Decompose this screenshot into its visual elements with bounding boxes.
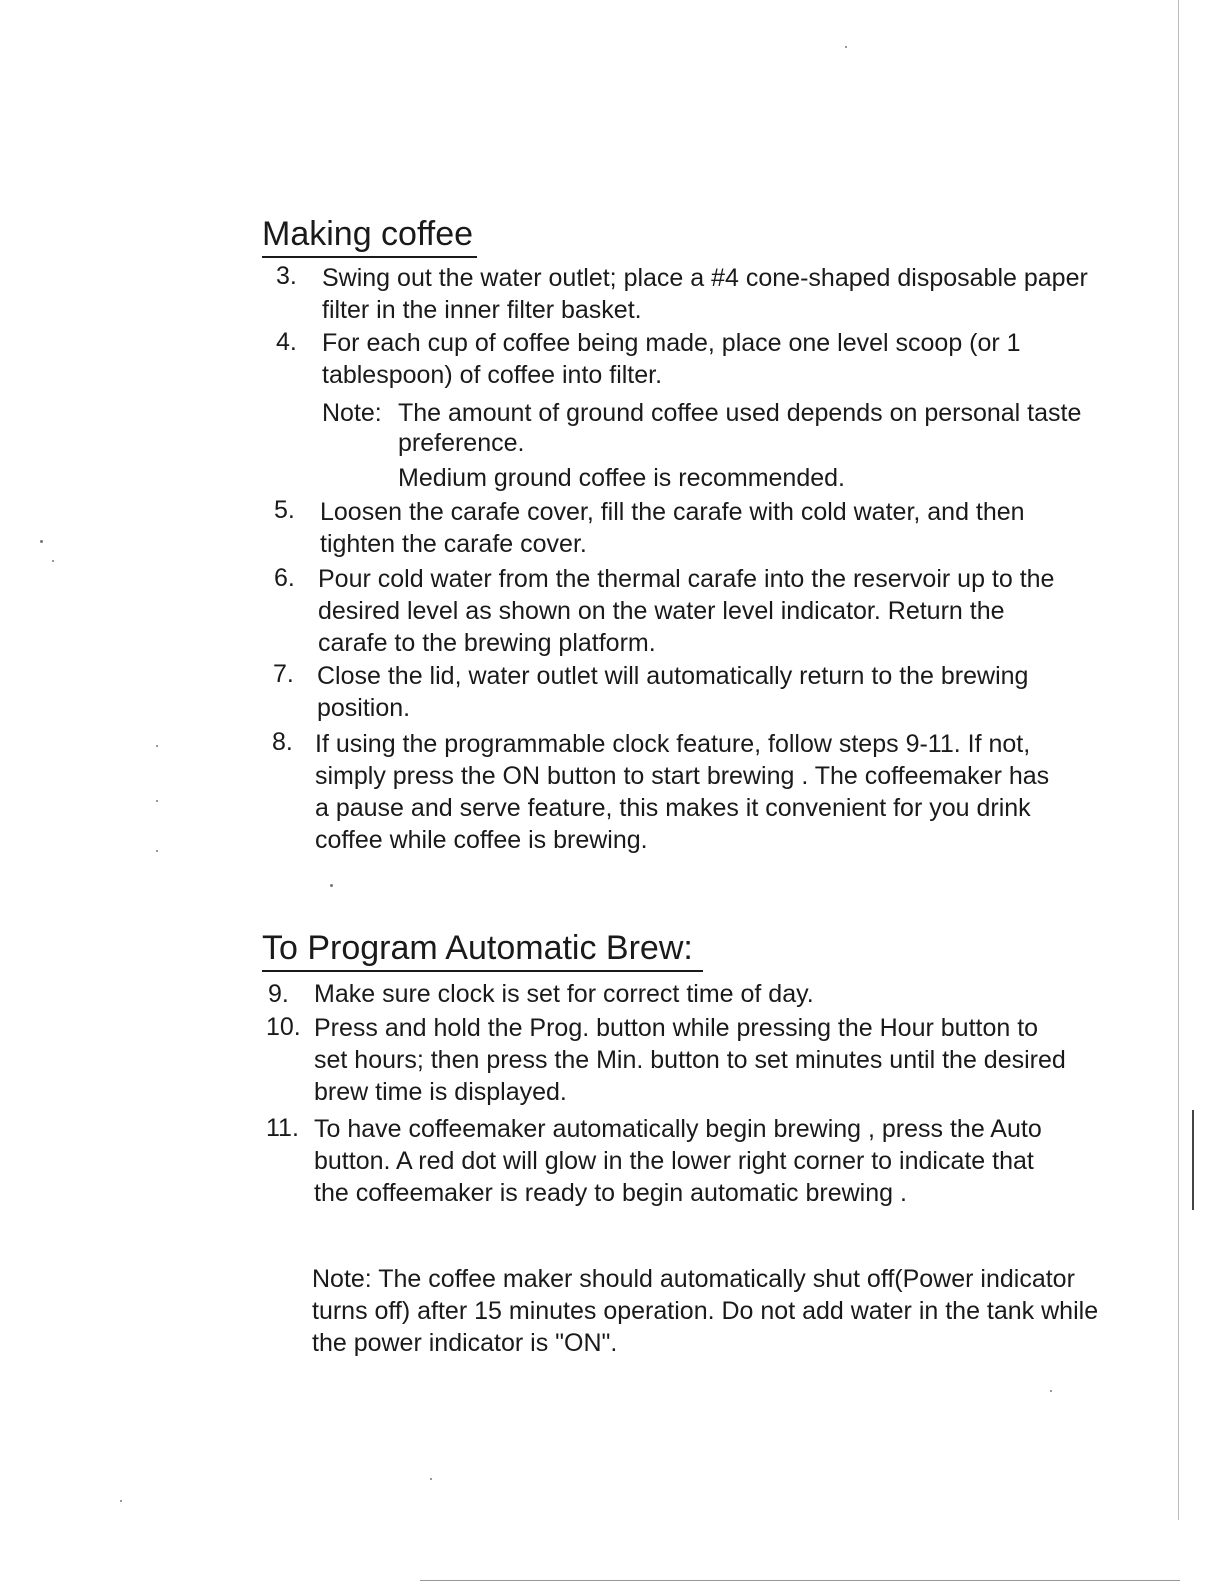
scan-speck — [430, 1478, 432, 1480]
note-line: preference. — [398, 429, 525, 457]
scan-speck — [156, 800, 158, 802]
step-text: Close the lid, water outlet will automatically return to the brewing position. — [317, 662, 1029, 722]
step-number: 11. — [266, 1114, 299, 1142]
step-number: 5. — [274, 496, 295, 524]
scan-edge-mark — [1192, 1110, 1194, 1210]
step-text: To have coffeemaker automatically begin brewing , press the Auto button. A red dot will glow in the lower right corner to indicate that the coffeemaker is ready to begin automatic brewing . — [314, 1115, 1042, 1207]
scan-speck — [120, 1500, 122, 1502]
step-number: 8. — [272, 728, 293, 756]
scan-speck — [1050, 1390, 1052, 1392]
step-number: 7. — [273, 660, 294, 688]
scan-speck — [156, 850, 158, 852]
scan-edge-line — [1178, 0, 1179, 1520]
step-text: For each cup of coffee being made, place one level scoop (or 1 tablespoon) of coffee into filter. — [322, 329, 1021, 389]
step-number: 4. — [276, 328, 297, 356]
step-text: Loosen the carafe cover, fill the carafe with cold water, and then tighten the carafe cover. — [320, 498, 1025, 558]
note-line: The amount of ground coffee used depends on personal taste — [398, 399, 1082, 427]
scan-speck — [156, 745, 158, 747]
making-coffee-heading: Making coffee — [262, 214, 477, 258]
step-number: 9. — [268, 980, 289, 1008]
final-note: Note: The coffee maker should automatically shut off(Power indicator turns off) after 15 minutes operation. Do not add water in the tank while the power indicator is "ON". — [312, 1265, 1099, 1357]
scan-speck — [845, 46, 847, 48]
step-text: Press and hold the Prog. button while pressing the Hour button to set hours; then press the Min. button to set minutes until the desired brew time is displayed. — [314, 1014, 1066, 1106]
step-number: 3. — [276, 262, 297, 290]
scan-speck — [40, 540, 43, 543]
step-number: 10. — [266, 1013, 301, 1041]
step-text: If using the programmable clock feature, follow steps 9-11. If not, simply press the ON button to start brewing . The coffeemaker has a pause and serve feature, this makes it convenient for you drink coffee while coffee is brewing. — [315, 730, 1050, 854]
scan-speck — [52, 560, 54, 562]
note-label: Note: — [322, 399, 382, 427]
step-text: Pour cold water from the thermal carafe into the reservoir up to the desired level as shown on the water level indicator. Return the carafe to the brewing platform. — [318, 565, 1055, 657]
program-brew-heading: To Program Automatic Brew: — [262, 928, 703, 972]
note-line: Medium ground coffee is recommended. — [398, 464, 845, 492]
step-text: Make sure clock is set for correct time of day. — [314, 980, 814, 1008]
scan-bottom-line — [420, 1580, 1180, 1581]
step-number: 6. — [274, 564, 295, 592]
step-text: Swing out the water outlet; place a #4 cone-shaped disposable paper filter in the inner filter basket. — [322, 264, 1088, 324]
scan-speck — [330, 884, 333, 887]
